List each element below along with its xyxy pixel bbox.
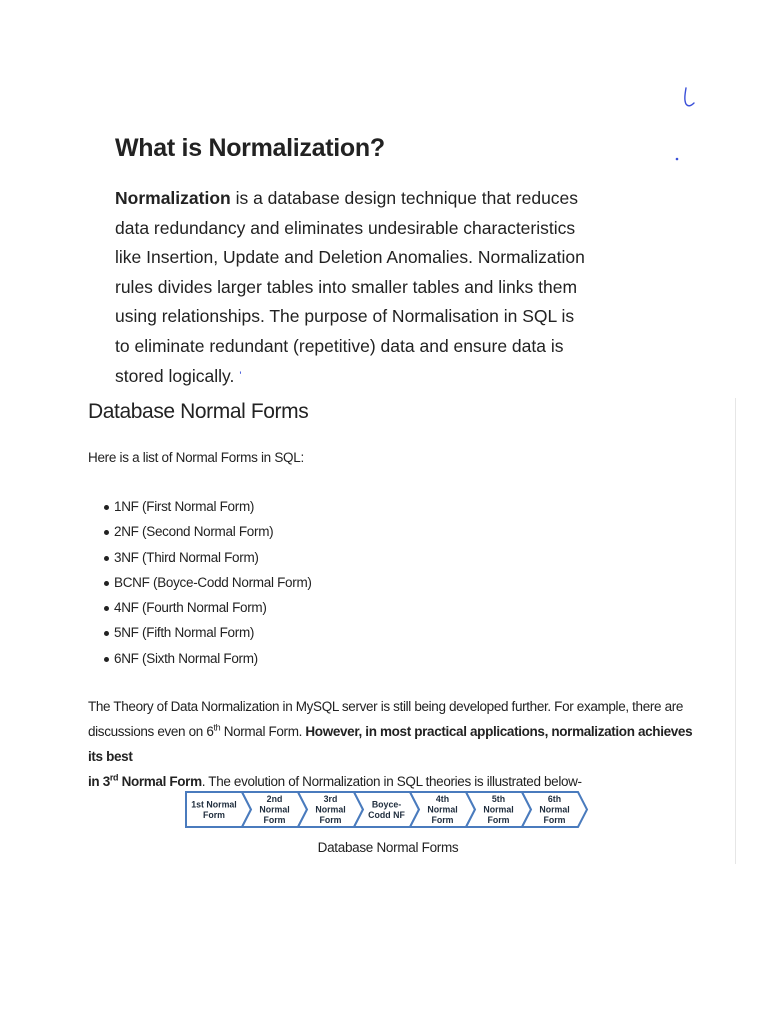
page-title: What is Normalization? [115, 134, 385, 162]
pen-mark [682, 86, 698, 110]
diagram-step-label: Normal [427, 804, 458, 815]
normal-forms-diagram [184, 790, 596, 830]
diagram-step-label: Normal [315, 804, 346, 815]
diagram-step-label: 5th [491, 794, 506, 804]
diagram-step-label: Normal [539, 804, 570, 815]
list-item: 6NF (Sixth Normal Form) [88, 646, 312, 671]
theory-text: in 3rd Normal Form. The evolution of Normalization in SQL theories is illustrated below- [88, 772, 582, 789]
list-item: 2NF (Second Normal Form) [88, 519, 312, 544]
theory-paragraph [88, 694, 708, 794]
list-intro: Here is a list of Normal Forms in SQL: [88, 450, 304, 465]
diagram-step-label: Normal [483, 804, 514, 815]
diagram-step-label: Form [487, 815, 510, 825]
list-item: 5NF (Fifth Normal Form) [88, 620, 312, 645]
intro-text: rules divides larger tables into smaller tables and links them [115, 276, 578, 297]
diagram-step-label: Form [431, 815, 454, 825]
diagram-step-label: Form [543, 815, 566, 825]
intro-text: data redundancy and eliminates undesirable characteristics [115, 217, 576, 238]
intro-paragraph [115, 184, 635, 391]
list-item: 1NF (First Normal Form) [88, 494, 312, 519]
diagram-step-label: 2nd [266, 794, 283, 804]
diagram-step-label: Form [319, 815, 342, 825]
diagram-step-label: Boyce- [371, 799, 402, 810]
intro-term: Normalization [115, 188, 231, 208]
list-item: 3NF (Third Normal Form) [88, 545, 312, 570]
page-divider [735, 398, 736, 864]
diagram-step-label: Normal [259, 804, 290, 815]
diagram-step-label: Form [263, 815, 286, 825]
theory-text: The Theory of Data Normalization in MySQL server is still being developed further. For example, there are [88, 699, 684, 714]
theory-text: discussions even on 6th Normal Form. However, in most practical applications, normalization achieves its best [88, 722, 693, 764]
intro-text: to eliminate redundant (repetitive) data and ensure data is [115, 335, 564, 356]
list-item: 4NF (Fourth Normal Form) [88, 595, 312, 620]
diagram-step-label: Codd NF [368, 809, 405, 820]
list-item: BCNF (Boyce-Codd Normal Form) [88, 570, 312, 595]
pen-dot [674, 156, 680, 162]
intro-text: using relationships. The purpose of Normalisation in SQL is [115, 306, 575, 327]
diagram-step-label: Form [203, 809, 225, 820]
diagram-step-label: 6th [547, 794, 562, 804]
section-title: Database Normal Forms [88, 400, 309, 423]
diagram-caption: Database Normal Forms [317, 840, 459, 855]
normal-forms-list [88, 494, 312, 671]
intro-text: is a database design technique that reduces [230, 188, 579, 208]
diagram-step-label: 1st Normal [191, 799, 237, 810]
diagram-step-label: 4th [435, 794, 450, 804]
diagram-step-label: 3rd [323, 794, 338, 804]
intro-text: like Insertion, Update and Deletion Anomalies. Normalization [115, 247, 585, 268]
intro-text: stored logically. ' [115, 365, 242, 386]
